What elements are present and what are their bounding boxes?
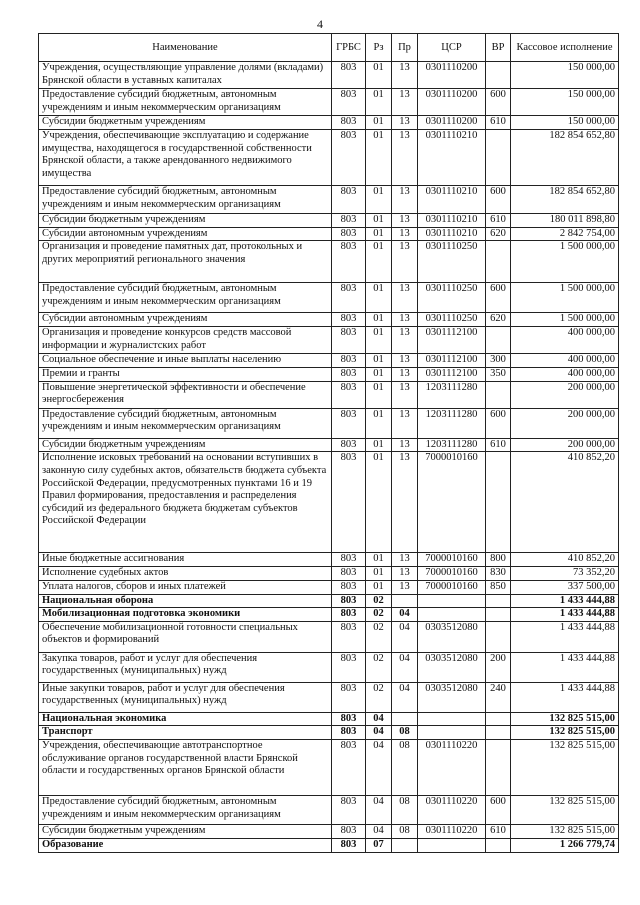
row-name: Транспорт <box>39 726 332 740</box>
row-csr: 0301110200 <box>418 89 486 116</box>
row-amount: 150 000,00 <box>511 62 619 89</box>
row-rz: 01 <box>366 186 392 214</box>
row-vr <box>486 62 511 89</box>
row-csr: 0301110200 <box>418 116 486 130</box>
row-csr: 0301110220 <box>418 795 486 824</box>
row-name: Исполнение исковых требований на основании вступивших в законную силу судебных актов, обязательств бюджета субъекта Российской Федерации, предусмотренных пунктами 16 и 19 Правил формирования, предоставления и распределения субсидий из федерального бюджета бюджетам субъектов Российской Федерации <box>39 452 332 553</box>
row-pr: 13 <box>392 214 418 228</box>
row-grbs: 803 <box>332 567 366 581</box>
row-name: Учреждения, осуществляющие управление долями (вкладами) Брянской области в уставных капиталах <box>39 62 332 89</box>
row-csr: 7000010160 <box>418 553 486 567</box>
row-csr <box>418 712 486 726</box>
row-name: Предоставление субсидий бюджетным, автономным учреждениям и иным некоммерческим организациям <box>39 795 332 824</box>
row-csr: 0301112100 <box>418 327 486 354</box>
row-pr: 13 <box>392 553 418 567</box>
row-csr: 0301110250 <box>418 241 486 283</box>
row-vr: 610 <box>486 116 511 130</box>
table-row <box>39 313 619 327</box>
row-pr: 04 <box>392 682 418 712</box>
table-row <box>39 452 619 553</box>
table-row <box>39 567 619 581</box>
row-rz: 02 <box>366 682 392 712</box>
row-vr: 610 <box>486 214 511 228</box>
table-row <box>39 186 619 214</box>
row-amount: 2 842 754,00 <box>511 227 619 241</box>
row-grbs: 803 <box>332 682 366 712</box>
row-amount: 400 000,00 <box>511 327 619 354</box>
row-name: Обеспечение мобилизационной готовности специальных объектов и формирований <box>39 621 332 652</box>
row-grbs: 803 <box>332 227 366 241</box>
row-vr: 600 <box>486 408 511 438</box>
row-pr: 13 <box>392 283 418 313</box>
row-vr <box>486 594 511 608</box>
row-name: Социальное обеспечение и иные выплаты населению <box>39 354 332 368</box>
row-rz: 02 <box>366 608 392 622</box>
row-amount: 400 000,00 <box>511 354 619 368</box>
row-amount: 337 500,00 <box>511 580 619 594</box>
row-rz: 04 <box>366 824 392 838</box>
row-name: Предоставление субсидий бюджетным, автономным учреждениям и иным некоммерческим организациям <box>39 186 332 214</box>
row-name: Учреждения, обеспечивающие автотранспортное обслуживание органов государственной власти Брянской области и государственных органов Брянской области <box>39 739 332 795</box>
row-amount: 200 000,00 <box>511 408 619 438</box>
row-csr: 0301110210 <box>418 130 486 186</box>
row-pr: 08 <box>392 726 418 740</box>
row-rz: 02 <box>366 594 392 608</box>
row-pr: 13 <box>392 327 418 354</box>
row-amount: 132 825 515,00 <box>511 739 619 795</box>
row-rz: 02 <box>366 652 392 682</box>
row-csr: 0301112100 <box>418 354 486 368</box>
row-csr: 0301110210 <box>418 186 486 214</box>
col-header-name: Наименование <box>39 34 332 62</box>
table-row <box>39 824 619 838</box>
row-pr: 13 <box>392 116 418 130</box>
row-name: Закупка товаров, работ и услуг для обеспечения государственных (муниципальных) нужд <box>39 652 332 682</box>
row-pr: 08 <box>392 795 418 824</box>
row-amount: 73 352,20 <box>511 567 619 581</box>
row-grbs: 803 <box>332 381 366 408</box>
row-csr: 0301110250 <box>418 283 486 313</box>
row-grbs: 803 <box>332 726 366 740</box>
row-grbs: 803 <box>332 553 366 567</box>
row-pr: 13 <box>392 186 418 214</box>
row-grbs: 803 <box>332 186 366 214</box>
row-amount: 182 854 652,80 <box>511 130 619 186</box>
row-name: Субсидии бюджетным учреждениям <box>39 116 332 130</box>
row-vr <box>486 608 511 622</box>
row-grbs: 803 <box>332 739 366 795</box>
table-row <box>39 408 619 438</box>
row-amount: 1 266 779,74 <box>511 838 619 852</box>
row-rz: 01 <box>366 452 392 553</box>
row-grbs: 803 <box>332 452 366 553</box>
row-vr: 610 <box>486 438 511 452</box>
row-amount: 132 825 515,00 <box>511 712 619 726</box>
row-amount: 1 433 444,88 <box>511 621 619 652</box>
row-rz: 01 <box>366 227 392 241</box>
row-vr: 300 <box>486 354 511 368</box>
row-amount: 1 433 444,88 <box>511 682 619 712</box>
row-name: Иные бюджетные ассигнования <box>39 553 332 567</box>
budget-table <box>38 33 619 853</box>
row-amount: 1 433 444,88 <box>511 608 619 622</box>
table-row <box>39 241 619 283</box>
row-vr <box>486 726 511 740</box>
col-header-grbs: ГРБС <box>332 34 366 62</box>
row-name: Иные закупки товаров, работ и услуг для обеспечения государственных (муниципальных) нужд <box>39 682 332 712</box>
row-name: Предоставление субсидий бюджетным, автономным учреждениям и иным некоммерческим организациям <box>39 89 332 116</box>
row-vr <box>486 712 511 726</box>
row-grbs: 803 <box>332 652 366 682</box>
row-pr: 13 <box>392 241 418 283</box>
row-csr <box>418 838 486 852</box>
row-grbs: 803 <box>332 408 366 438</box>
row-rz: 01 <box>366 327 392 354</box>
row-csr: 0301112100 <box>418 368 486 382</box>
row-name: Субсидии автономным учреждениям <box>39 313 332 327</box>
row-vr <box>486 739 511 795</box>
row-amount: 182 854 652,80 <box>511 186 619 214</box>
row-name: Исполнение судебных актов <box>39 567 332 581</box>
row-vr <box>486 621 511 652</box>
row-name: Субсидии бюджетным учреждениям <box>39 438 332 452</box>
row-rz: 01 <box>366 408 392 438</box>
table-row <box>39 608 619 622</box>
row-vr <box>486 130 511 186</box>
row-amount: 410 852,20 <box>511 553 619 567</box>
row-rz: 01 <box>366 368 392 382</box>
row-rz: 02 <box>366 621 392 652</box>
table-row <box>39 438 619 452</box>
row-csr <box>418 594 486 608</box>
row-grbs: 803 <box>332 130 366 186</box>
row-rz: 01 <box>366 438 392 452</box>
row-grbs: 803 <box>332 368 366 382</box>
row-vr: 600 <box>486 186 511 214</box>
row-pr: 04 <box>392 621 418 652</box>
row-csr <box>418 726 486 740</box>
row-rz: 01 <box>366 89 392 116</box>
row-vr: 620 <box>486 227 511 241</box>
row-amount: 150 000,00 <box>511 116 619 130</box>
row-rz: 01 <box>366 214 392 228</box>
table-row <box>39 838 619 852</box>
row-vr <box>486 452 511 553</box>
row-pr: 13 <box>392 567 418 581</box>
table-row <box>39 381 619 408</box>
row-pr: 13 <box>392 438 418 452</box>
table-header <box>39 34 619 62</box>
row-grbs: 803 <box>332 214 366 228</box>
row-csr: 0301110210 <box>418 227 486 241</box>
row-csr: 0303512080 <box>418 682 486 712</box>
table-row <box>39 682 619 712</box>
row-pr: 13 <box>392 408 418 438</box>
row-rz: 01 <box>366 116 392 130</box>
row-grbs: 803 <box>332 241 366 283</box>
row-vr: 850 <box>486 580 511 594</box>
row-csr: 1203111280 <box>418 408 486 438</box>
row-csr <box>418 608 486 622</box>
row-vr <box>486 838 511 852</box>
table-row <box>39 580 619 594</box>
table-row <box>39 283 619 313</box>
row-vr: 610 <box>486 824 511 838</box>
row-name: Организация и проведение памятных дат, протокольных и других мероприятий регионального значения <box>39 241 332 283</box>
row-amount: 150 000,00 <box>511 89 619 116</box>
row-csr: 0301110220 <box>418 824 486 838</box>
row-grbs: 803 <box>332 580 366 594</box>
table-row <box>39 130 619 186</box>
row-name: Субсидии бюджетным учреждениям <box>39 214 332 228</box>
row-rz: 01 <box>366 241 392 283</box>
row-grbs: 803 <box>332 594 366 608</box>
row-amount: 200 000,00 <box>511 438 619 452</box>
table-row <box>39 227 619 241</box>
table-row <box>39 354 619 368</box>
row-amount: 1 500 000,00 <box>511 241 619 283</box>
row-amount: 1 500 000,00 <box>511 283 619 313</box>
row-amount: 180 011 898,80 <box>511 214 619 228</box>
row-amount: 132 825 515,00 <box>511 795 619 824</box>
row-pr: 13 <box>392 227 418 241</box>
table-row <box>39 739 619 795</box>
row-name: Предоставление субсидий бюджетным, автономным учреждениям и иным некоммерческим организациям <box>39 408 332 438</box>
row-grbs: 803 <box>332 313 366 327</box>
row-grbs: 803 <box>332 824 366 838</box>
row-amount: 1 433 444,88 <box>511 652 619 682</box>
col-header-vr: ВР <box>486 34 511 62</box>
page-number: 4 <box>317 17 323 31</box>
row-rz: 04 <box>366 739 392 795</box>
row-vr: 600 <box>486 283 511 313</box>
row-csr: 0301110210 <box>418 214 486 228</box>
table-row <box>39 327 619 354</box>
row-grbs: 803 <box>332 62 366 89</box>
row-pr: 13 <box>392 368 418 382</box>
row-pr: 13 <box>392 130 418 186</box>
row-name: Мобилизационная подготовка экономики <box>39 608 332 622</box>
row-vr: 200 <box>486 652 511 682</box>
row-rz: 01 <box>366 567 392 581</box>
row-grbs: 803 <box>332 89 366 116</box>
row-csr: 0301110200 <box>418 62 486 89</box>
row-vr: 600 <box>486 89 511 116</box>
row-pr: 13 <box>392 62 418 89</box>
table-row <box>39 553 619 567</box>
row-rz: 01 <box>366 381 392 408</box>
row-rz: 01 <box>366 130 392 186</box>
row-csr: 7000010160 <box>418 452 486 553</box>
row-pr: 04 <box>392 652 418 682</box>
table-row <box>39 594 619 608</box>
row-pr <box>392 712 418 726</box>
row-name: Повышение энергетической эффективности и обеспечение энергосбережения <box>39 381 332 408</box>
table-row <box>39 62 619 89</box>
row-grbs: 803 <box>332 116 366 130</box>
col-header-amount: Кассовое исполнение <box>511 34 619 62</box>
table-row <box>39 621 619 652</box>
row-grbs: 803 <box>332 712 366 726</box>
col-header-pr: Пр <box>392 34 418 62</box>
row-rz: 01 <box>366 553 392 567</box>
row-amount: 132 825 515,00 <box>511 726 619 740</box>
row-name: Премии и гранты <box>39 368 332 382</box>
row-rz: 04 <box>366 712 392 726</box>
row-rz: 04 <box>366 726 392 740</box>
row-amount: 1 500 000,00 <box>511 313 619 327</box>
row-grbs: 803 <box>332 283 366 313</box>
row-rz: 01 <box>366 313 392 327</box>
row-csr: 0303512080 <box>418 652 486 682</box>
row-amount: 1 433 444,88 <box>511 594 619 608</box>
row-vr <box>486 241 511 283</box>
row-grbs: 803 <box>332 327 366 354</box>
row-pr: 13 <box>392 313 418 327</box>
row-name: Учреждения, обеспечивающие эксплуатацию и содержание имущества, находящегося в государственной собственности Брянской области, а также арендованного недвижимого имущества <box>39 130 332 186</box>
row-name: Национальная оборона <box>39 594 332 608</box>
row-csr: 0303512080 <box>418 621 486 652</box>
row-name: Субсидии автономным учреждениям <box>39 227 332 241</box>
table-row <box>39 795 619 824</box>
row-csr: 0301110220 <box>418 739 486 795</box>
row-vr <box>486 381 511 408</box>
table-row <box>39 726 619 740</box>
row-grbs: 803 <box>332 795 366 824</box>
row-name: Образование <box>39 838 332 852</box>
row-grbs: 803 <box>332 608 366 622</box>
row-csr: 7000010160 <box>418 580 486 594</box>
row-csr: 1203111280 <box>418 438 486 452</box>
row-csr: 0301110250 <box>418 313 486 327</box>
row-rz: 04 <box>366 795 392 824</box>
row-vr: 800 <box>486 553 511 567</box>
row-pr: 13 <box>392 89 418 116</box>
col-header-rz: Рз <box>366 34 392 62</box>
row-grbs: 803 <box>332 354 366 368</box>
row-name: Предоставление субсидий бюджетным, автономным учреждениям и иным некоммерческим организациям <box>39 283 332 313</box>
row-name: Национальная экономика <box>39 712 332 726</box>
table-row <box>39 652 619 682</box>
row-vr: 240 <box>486 682 511 712</box>
row-grbs: 803 <box>332 838 366 852</box>
table-row <box>39 712 619 726</box>
row-pr: 08 <box>392 824 418 838</box>
row-csr: 7000010160 <box>418 567 486 581</box>
row-grbs: 803 <box>332 621 366 652</box>
row-amount: 400 000,00 <box>511 368 619 382</box>
row-vr: 620 <box>486 313 511 327</box>
row-vr <box>486 327 511 354</box>
row-pr <box>392 594 418 608</box>
row-name: Субсидии бюджетным учреждениям <box>39 824 332 838</box>
row-vr: 350 <box>486 368 511 382</box>
row-amount: 200 000,00 <box>511 381 619 408</box>
row-pr: 13 <box>392 580 418 594</box>
row-pr: 04 <box>392 608 418 622</box>
row-csr: 1203111280 <box>418 381 486 408</box>
row-pr: 13 <box>392 354 418 368</box>
table-row <box>39 89 619 116</box>
row-pr: 13 <box>392 381 418 408</box>
row-name: Организация и проведение конкурсов средств массовой информации и журналистских работ <box>39 327 332 354</box>
row-grbs: 803 <box>332 438 366 452</box>
row-vr: 600 <box>486 795 511 824</box>
table-row <box>39 368 619 382</box>
row-rz: 01 <box>366 580 392 594</box>
row-rz: 01 <box>366 354 392 368</box>
row-vr: 830 <box>486 567 511 581</box>
row-pr: 08 <box>392 739 418 795</box>
row-rz: 07 <box>366 838 392 852</box>
row-name: Уплата налогов, сборов и иных платежей <box>39 580 332 594</box>
row-rz: 01 <box>366 283 392 313</box>
table-row <box>39 214 619 228</box>
table-row <box>39 116 619 130</box>
col-header-csr: ЦСР <box>418 34 486 62</box>
row-pr: 13 <box>392 452 418 553</box>
row-amount: 410 852,20 <box>511 452 619 553</box>
row-rz: 01 <box>366 62 392 89</box>
row-amount: 132 825 515,00 <box>511 824 619 838</box>
row-pr <box>392 838 418 852</box>
